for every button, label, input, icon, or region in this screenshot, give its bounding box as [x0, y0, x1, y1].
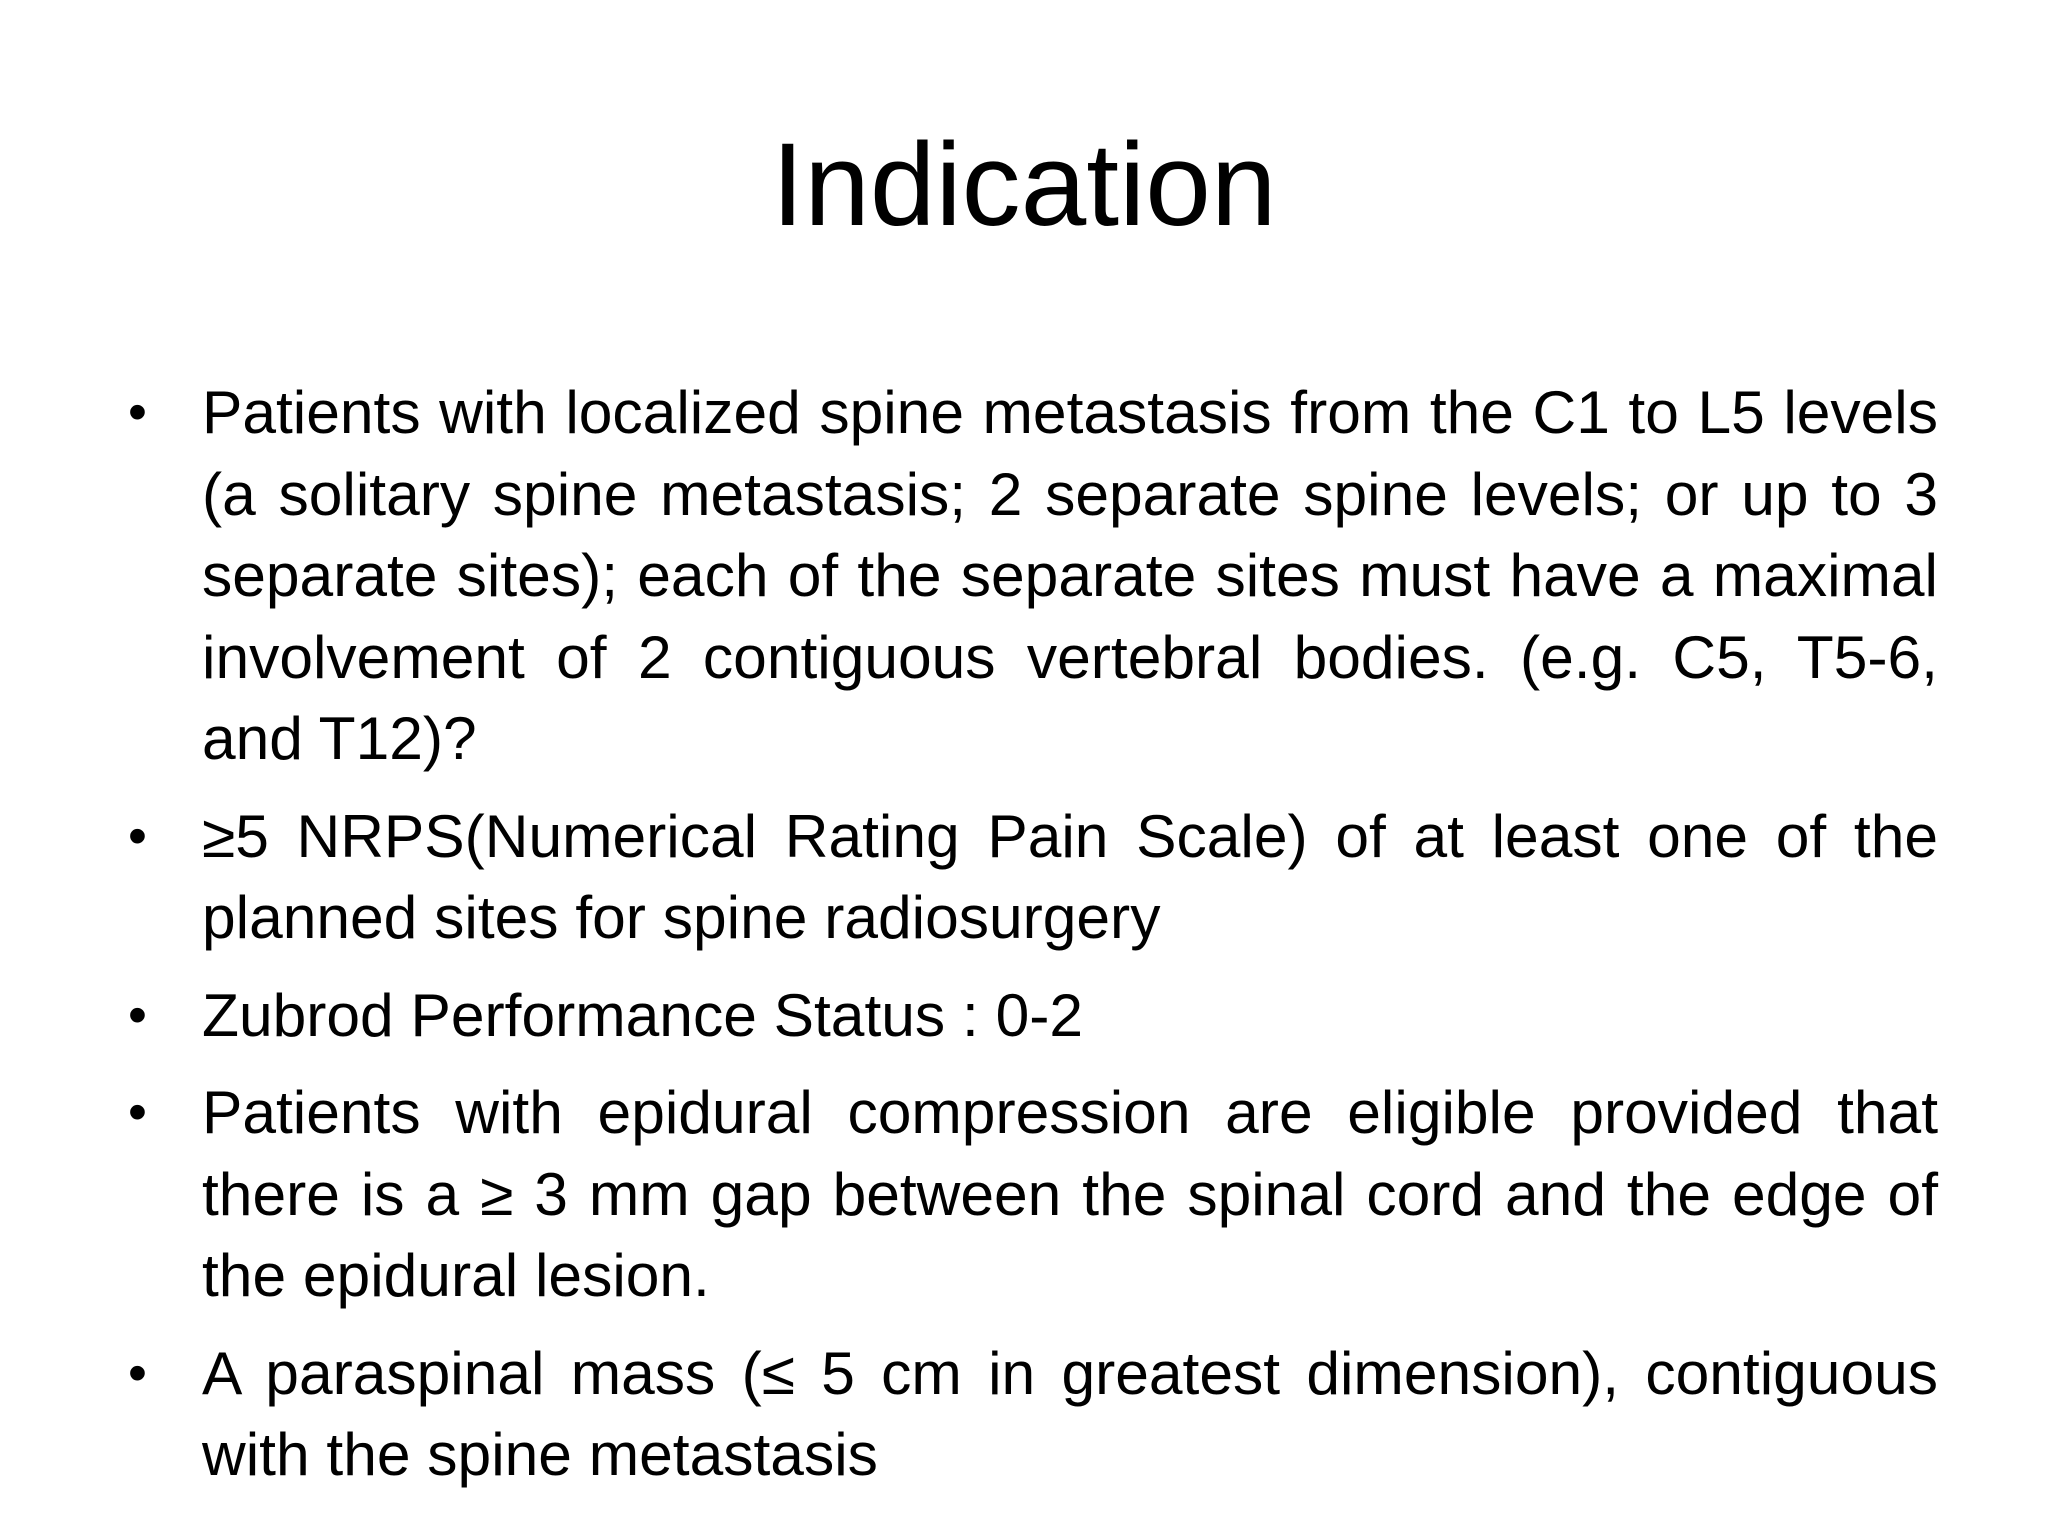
bullet-dot-icon: • — [128, 805, 147, 866]
bullet-item-localized-metastasis — [128, 372, 1938, 780]
bullet-dot-icon: • — [128, 1342, 147, 1403]
bullet-item-epidural-compression — [128, 1072, 1938, 1317]
bullet-item-zubrod — [128, 975, 1938, 1057]
slide-title: Indication — [771, 119, 1277, 251]
bullet-text: Patients with epidural compression are eligible provided that there is a ≥ 3 mm gap between the spinal cord and the edge of the epidural lesion. — [202, 1078, 1938, 1309]
bullet-text: Zubrod Performance Status : 0-2 — [202, 980, 1084, 1049]
bullet-item-nrps — [128, 796, 1938, 959]
bullet-dot-icon: • — [128, 382, 147, 442]
bullet-item-paraspinal-mass — [128, 1333, 1938, 1496]
bullet-text: ≥5 NRPS(Numerical Rating Pain Scale) of at least one of the planned sites for spine radiosurgery — [202, 801, 1938, 951]
bullet-dot-icon: • — [128, 984, 147, 1045]
bullet-list — [128, 372, 1938, 1512]
bullet-text: A paraspinal mass (≤ 5 cm in greatest dimension), contiguous with the spine metastasis — [202, 1338, 1938, 1488]
bullet-text: Patients with localized spine metastasis from the C1 to L5 levels (a solitary spine metastasis; 2 separate spine levels; or up to 3 separate sites); each of the separate sites must have a maximal involvement of 2 contiguous vertebral bodies. (e.g. C5, T5-6, and T12)? — [202, 378, 1938, 772]
bullet-dot-icon: • — [128, 1082, 147, 1142]
